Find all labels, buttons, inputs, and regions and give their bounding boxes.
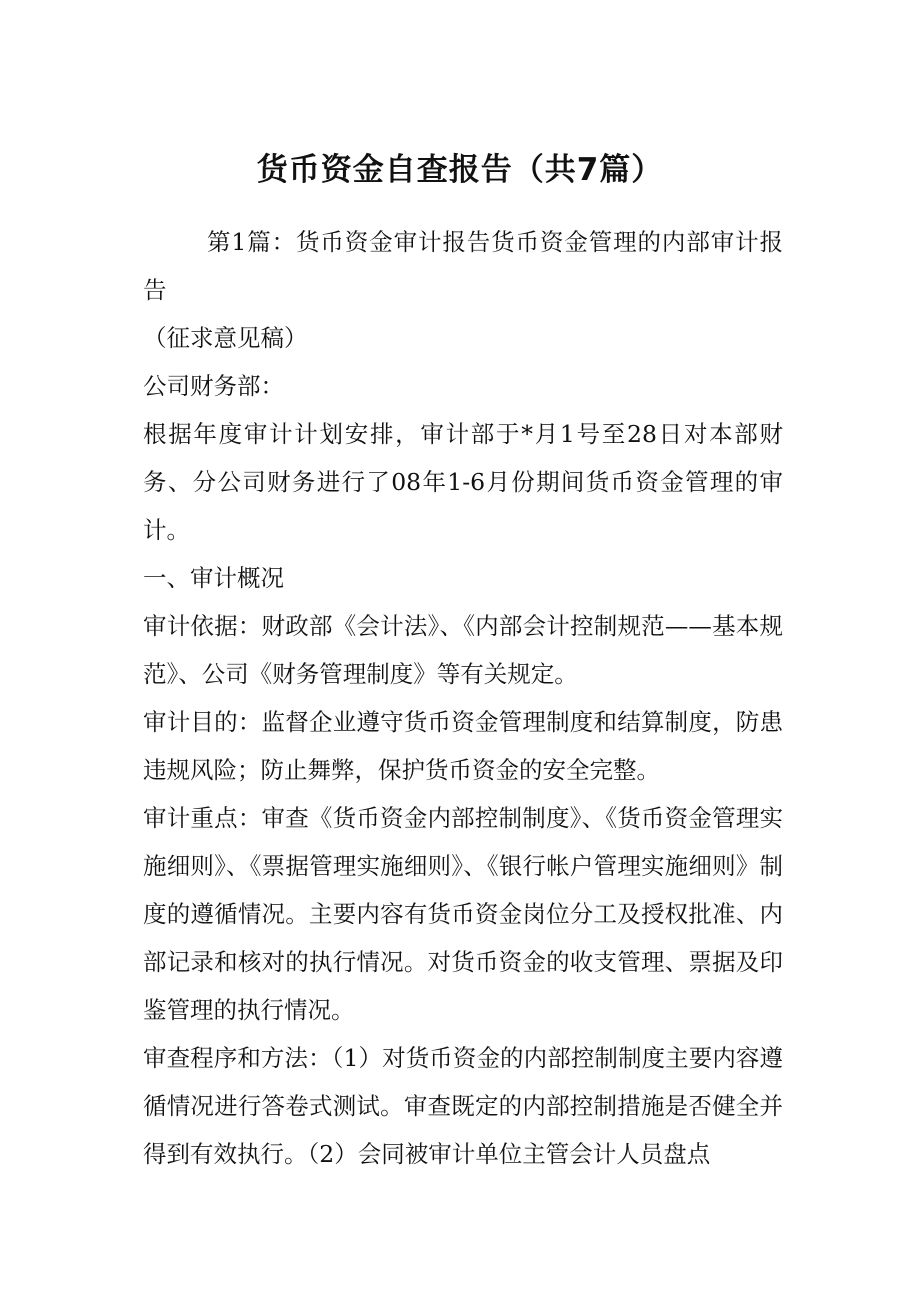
paragraph-chapter-heading: 第1篇：货币资金审计报告货币资金管理的内部审计报告 [143, 228, 783, 304]
paragraph-intro: 根据年度审计计划安排，审计部于*月1号至28日对本部财务、分公司财务进行了08年1-6月份期间货币资金管理的审计。 [143, 420, 783, 544]
section-heading-overview: 一、审计概况 [143, 564, 284, 592]
paragraph-draft-note: （征求意见稿） [143, 324, 308, 352]
paragraph-audit-purpose: 审计目的：监督企业遵守货币资金管理制度和结算制度，防患违规风险；防止舞弊，保护货币资金的安全完整。 [143, 708, 783, 784]
paragraph-audit-procedure: 审查程序和方法：（1）对货币资金的内部控制制度主要内容遵循情况进行答卷式测试。审查既定的内部控制措施是否健全并得到有效执行。（2）会同被审计单位主管会计人员盘点 [143, 1044, 783, 1168]
paragraph-addressee: 公司财务部： [143, 372, 284, 400]
document-title: 货币资金自查报告（共7篇） [256, 152, 664, 188]
paragraph-audit-basis: 审计依据：财政部《会计法》、《内部会计控制规范——基本规范》、公司《财务管理制度》等有关规定。 [143, 612, 783, 688]
document-body [143, 218, 783, 1178]
paragraph-audit-focus: 审计重点：审查《货币资金内部控制制度》、《货币资金管理实施细则》、《票据管理实施细则》、《银行帐户管理实施细则》制度的遵循情况。主要内容有货币资金岗位分工及授权批准、内部记录和核对的执行情况。对货币资金的收支管理、票据及印鉴管理的执行情况。 [143, 804, 783, 1024]
